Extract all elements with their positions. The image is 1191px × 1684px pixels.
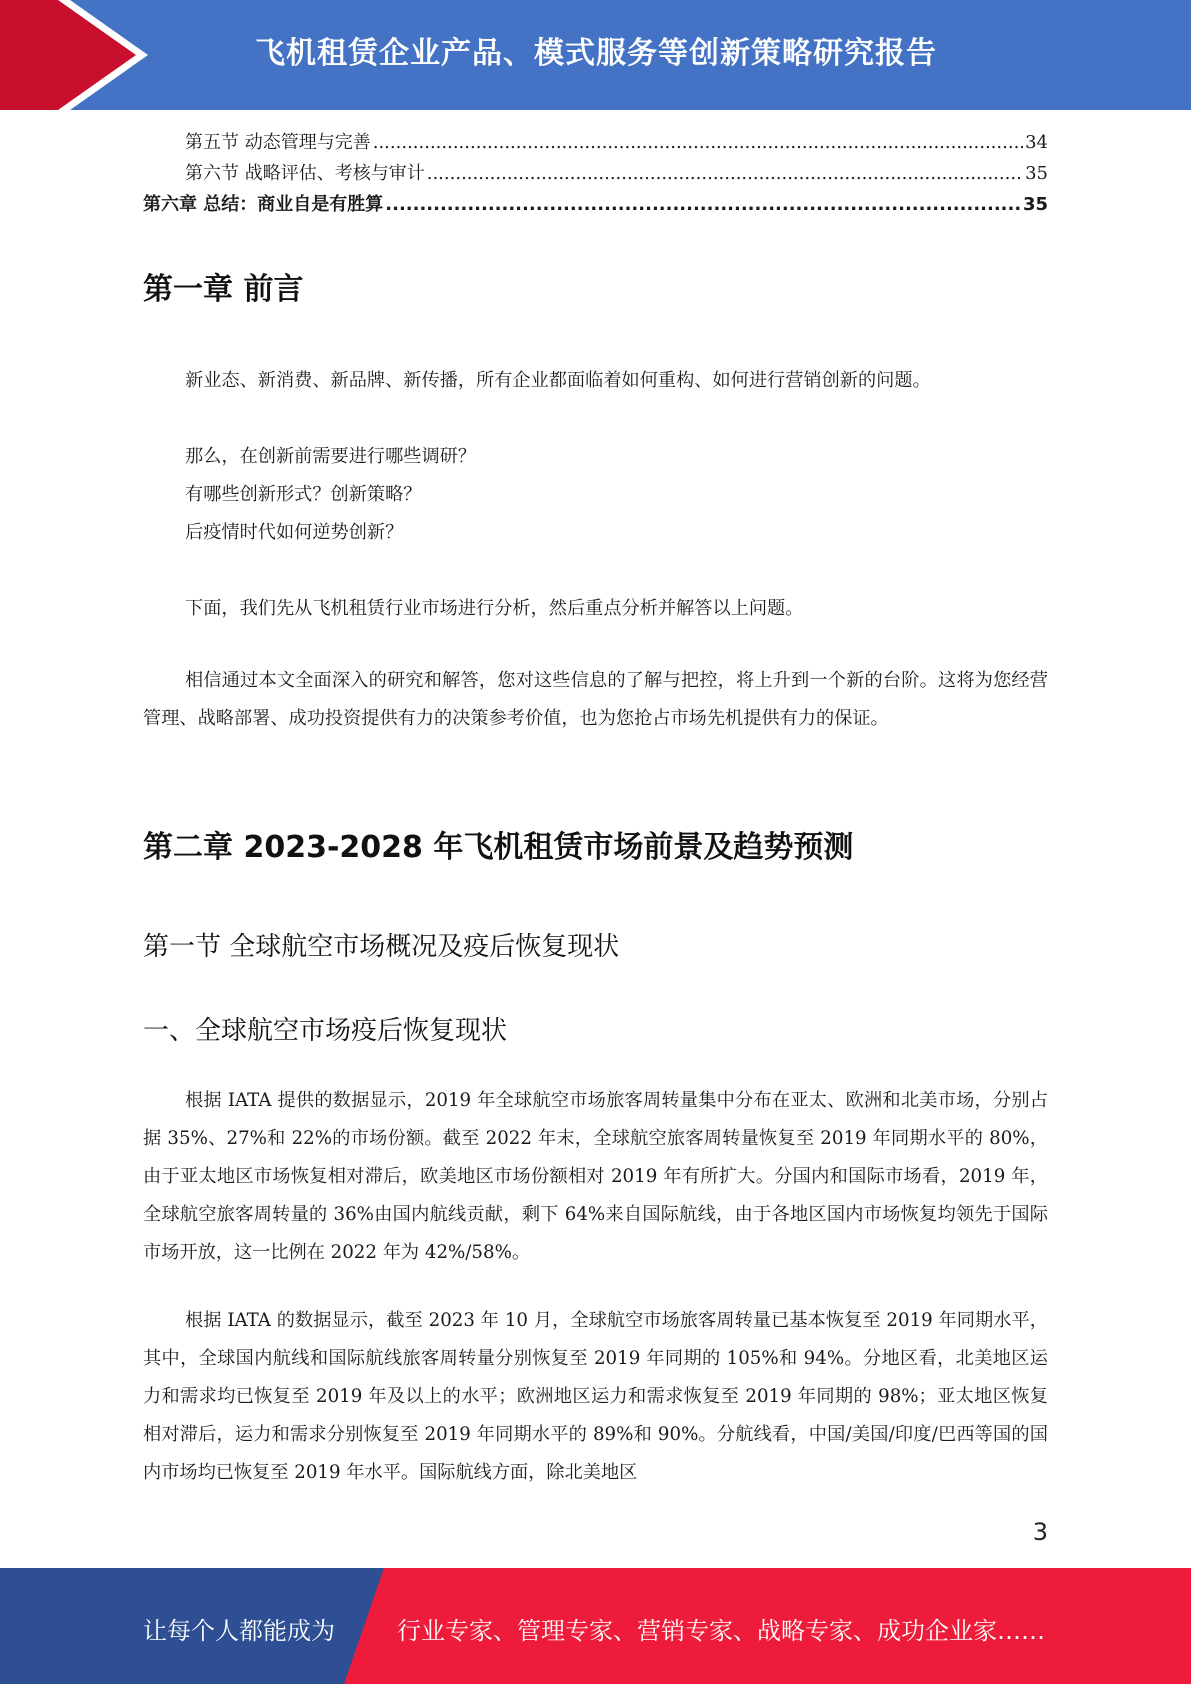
page-header [0, 0, 1191, 110]
toc-entry-chapter[interactable] [143, 190, 1048, 221]
question-line: 后疫情时代如何逆势创新？ [185, 522, 404, 543]
chapter-2-paragraph: 根据 IATA 的数据显示，截至 2023 年 10 月，全球航空市场旅客周转量已基本恢复至 2019 年同期水平，其中，全球国内航线和国际航线旅客周转量分别恢复至 2019 年同期的 105%和 94%。分地区看，北美地区运力和需求均已恢复至 2019 年及以上的水平；欧洲地区运力和需求恢复至 2019 年同期的 98%；亚太地区恢复相对滞后，运力和需求分别恢复至 2019 年同期水平的 89%和 90%。分航线看，中国/美国/印度/巴西等国的国内市场均已恢复至 2019 年水平。国际航线方面，除北美地区 [143, 1310, 1048, 1483]
toc-leader-dots [373, 132, 1023, 153]
question-line: 有哪些创新形式？创新策略？ [185, 484, 422, 505]
toc-entry-label: 第六节 战略评估、考核与审计 [185, 163, 425, 184]
page-number: 3 [1032, 1518, 1048, 1546]
footer-slogan-left: 让每个人都能成为 [143, 1617, 335, 1645]
toc-entry-page: 35 [1025, 163, 1048, 184]
chapter-1-paragraph: 下面，我们先从飞机租赁行业市场进行分析，然后重点分析并解答以上问题。 [185, 598, 804, 619]
table-of-contents [143, 128, 1048, 221]
chapter-1-paragraph: 相信通过本文全面深入的研究和解答，您对这些信息的了解与把控，将上升到一个新的台阶。这将为您经营管理、战略部署、成功投资提供有力的决策参考价值，也为您抢占市场先机提供有力的保证。 [143, 670, 1048, 729]
chapter-2-heading: 第二章 2023-2028 年飞机租赁市场前景及趋势预测 [143, 830, 854, 865]
toc-entry[interactable] [143, 159, 1048, 190]
header-chevron-graphic [0, 0, 160, 110]
toc-entry-label: 第六章 总结：商业自是有胜算 [143, 194, 384, 215]
toc-entry-label: 第五节 动态管理与完善 [185, 132, 371, 153]
toc-entry[interactable] [143, 128, 1048, 159]
chapter-1-paragraph: 新业态、新消费、新品牌、新传播，所有企业都面临着如何重构、如何进行营销创新的问题。 [185, 370, 931, 391]
question-line: 那么，在创新前需要进行哪些调研？ [185, 446, 477, 467]
chapter-2-paragraph: 根据 IATA 提供的数据显示，2019 年全球航空市场旅客周转量集中分布在亚太、欧洲和北美市场，分别占据 35%、27%和 22%的市场份额。截至 2022 年末，全球航空旅客周转量恢复至 2019 年同期水平的 80%，由于亚太地区市场恢复相对滞后，欧美地区市场份额相对 2019 年有所扩大。分国内和国际市场看，2019 年，全球航空旅客周转量的 36%由国内航线贡献，剩下 64%来自国际航线，由于各地区国内市场恢复均领先于国际市场开放，这一比例在 2022 年为 42%/58%。 [143, 1090, 1048, 1263]
report-title: 飞机租赁企业产品、模式服务等创新策略研究报告 [255, 36, 937, 71]
toc-entry-page: 35 [1022, 194, 1048, 215]
subsection-heading: 一、全球航空市场疫后恢复现状 [143, 1016, 508, 1046]
section-heading: 第一节 全球航空市场概况及疫后恢复现状 [143, 932, 620, 962]
toc-entry-page: 34 [1025, 132, 1048, 153]
toc-leader-dots [427, 163, 1023, 184]
page-footer [0, 1568, 1191, 1684]
footer-slogan-right: 行业专家、管理专家、营销专家、战略专家、成功企业家…… [397, 1617, 1045, 1645]
chapter-1-heading: 第一章 前言 [143, 272, 304, 307]
toc-leader-dots [385, 194, 1021, 215]
